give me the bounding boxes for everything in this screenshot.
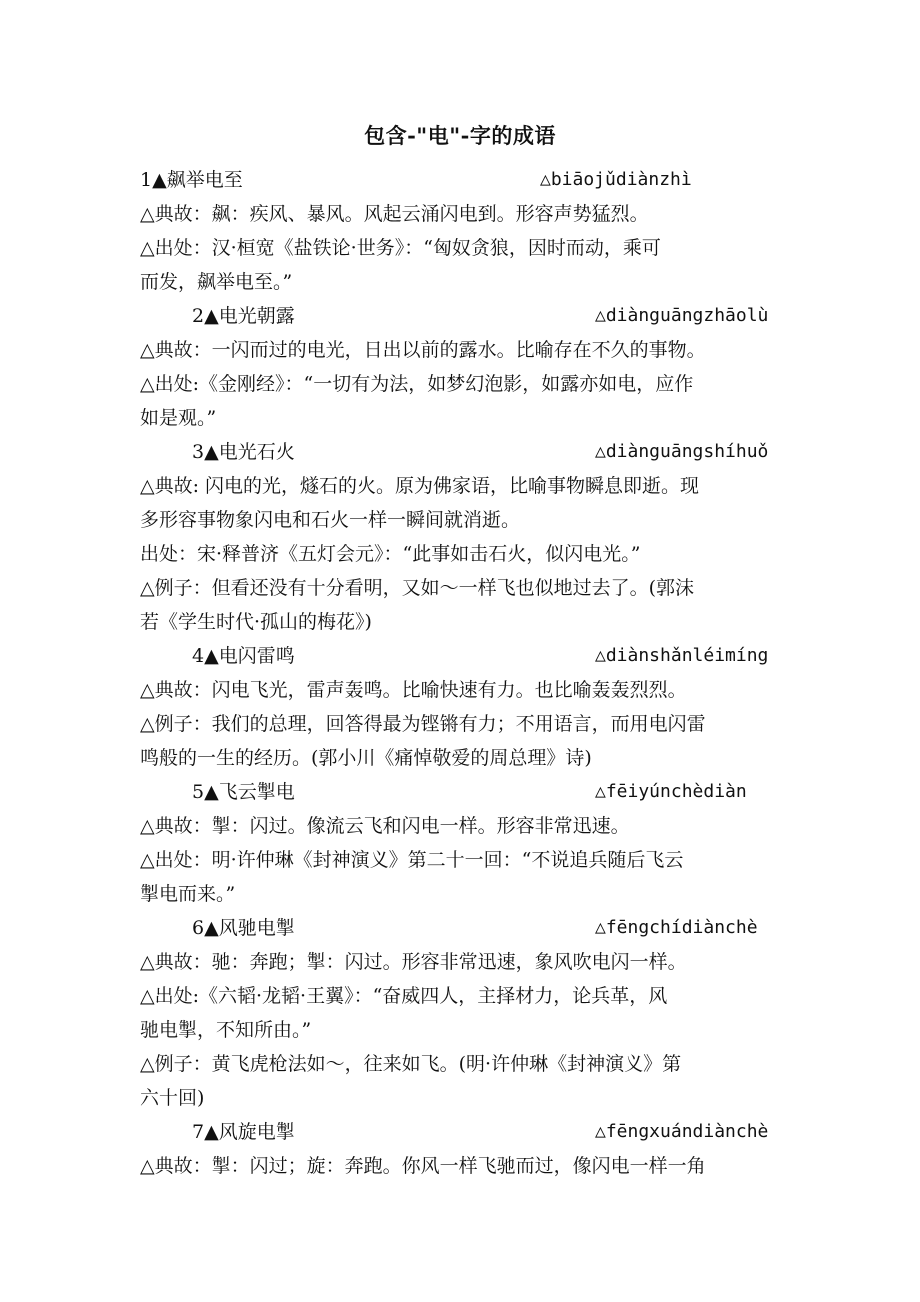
- idiom-heading: [140, 639, 785, 673]
- body-text-line: △典故：掣：闪过；旋：奔跑。你风一样飞驰而过，像闪电一样一角: [140, 1155, 706, 1177]
- body-text-line: 多形容事物象闪电和石火一样一瞬间就消逝。: [140, 509, 521, 531]
- idiom-title: 4▲电闪雷鸣: [192, 645, 295, 667]
- idiom-title: 3▲电光石火: [192, 441, 295, 463]
- page-title: 包含-"电"-字的成语: [364, 123, 556, 148]
- idiom-pinyin: △diànshǎnléimíng: [595, 645, 769, 666]
- body-text-line: △典故：驰：奔跑；掣：闪过。形容非常迅速，象风吹电闪一样。: [140, 951, 687, 973]
- idiom-pinyin: △diànguāngzhāolù: [595, 305, 769, 326]
- idiom-heading: [140, 775, 785, 809]
- idiom-title: 1▲飙举电至: [140, 169, 243, 191]
- idiom-heading: [140, 435, 785, 469]
- body-text-line: △出处:《六韬·龙韬·王翼》：“奋威四人，主择材力，论兵革，风: [140, 985, 668, 1007]
- body-text-line: △典故：飙：疾风、暴风。风起云涌闪电到。形容声势猛烈。: [140, 203, 649, 225]
- body-text-line: 驰电掣，不知所由。”: [140, 1019, 312, 1041]
- idiom-pinyin: △fēngchídiànchè: [595, 917, 758, 938]
- body-text-line: △典故：一闪而过的电光，日出以前的露水。比喻存在不久的事物。: [140, 339, 706, 361]
- body-text-line: 六十回): [140, 1087, 205, 1109]
- body-text-line: △典故：掣：闪过。像流云飞和闪电一样。形容非常迅速。: [140, 815, 630, 837]
- idiom-title: 2▲电光朝露: [192, 305, 295, 327]
- body-text-line: △典故: 闪电的光，燧石的火。原为佛家语，比喻事物瞬息即逝。现: [140, 475, 700, 497]
- body-text-line: △例子：但看还没有十分看明，又如～一样飞也似地过去了。(郭沫: [140, 577, 695, 599]
- body-text-line: △出处：汉·桓宽《盐铁论·世务》：“匈奴贪狼，因时而动，乘可: [140, 237, 661, 259]
- idiom-title: 7▲风旋电掣: [192, 1121, 295, 1143]
- body-text-line: 出处：宋·释普济《五灯会元》：“此事如击石火，似闪电光。”: [140, 543, 641, 565]
- idiom-heading: [140, 163, 785, 197]
- idiom-pinyin: △fēngxuándiànchè: [595, 1121, 769, 1142]
- body-text-line: △例子：黄飞虎枪法如～，往来如飞。(明·许仲琳《封神演义》第: [140, 1053, 682, 1075]
- idiom-pinyin: △biāojǔdiànzhì: [540, 169, 692, 190]
- body-text-line: 掣电而来。”: [140, 883, 236, 905]
- idiom-heading: [140, 911, 785, 945]
- body-text-line: 鸣般的一生的经历。(郭小川《痛悼敬爱的周总理》诗): [140, 747, 592, 769]
- idiom-list: [140, 163, 785, 1183]
- idiom-pinyin: △fēiyúnchèdiàn: [595, 781, 747, 802]
- body-text-line: 若《学生时代·孤山的梅花》): [140, 611, 372, 633]
- body-text-line: △例子：我们的总理，回答得最为铿锵有力；不用语言，而用电闪雷: [140, 713, 706, 735]
- body-text-line: △出处：明·许仲琳《封神演义》第二十一回：“不说追兵随后飞云: [140, 849, 684, 871]
- idiom-title: 5▲飞云掣电: [192, 781, 295, 803]
- body-text-line: △出处:《金刚经》：“一切有为法，如梦幻泡影，如露亦如电，应作: [140, 373, 694, 395]
- body-text-line: 而发，飙举电至。”: [140, 271, 293, 293]
- body-text-line: △典故：闪电飞光，雷声轰鸣。比喻快速有力。也比喻轰轰烈烈。: [140, 679, 687, 701]
- idiom-heading: [140, 299, 785, 333]
- idiom-title: 6▲风驰电掣: [192, 917, 295, 939]
- body-text-line: 如是观。”: [140, 407, 217, 429]
- idiom-pinyin: △diànguāngshíhuǒ: [595, 441, 769, 462]
- idiom-heading: [140, 1115, 785, 1149]
